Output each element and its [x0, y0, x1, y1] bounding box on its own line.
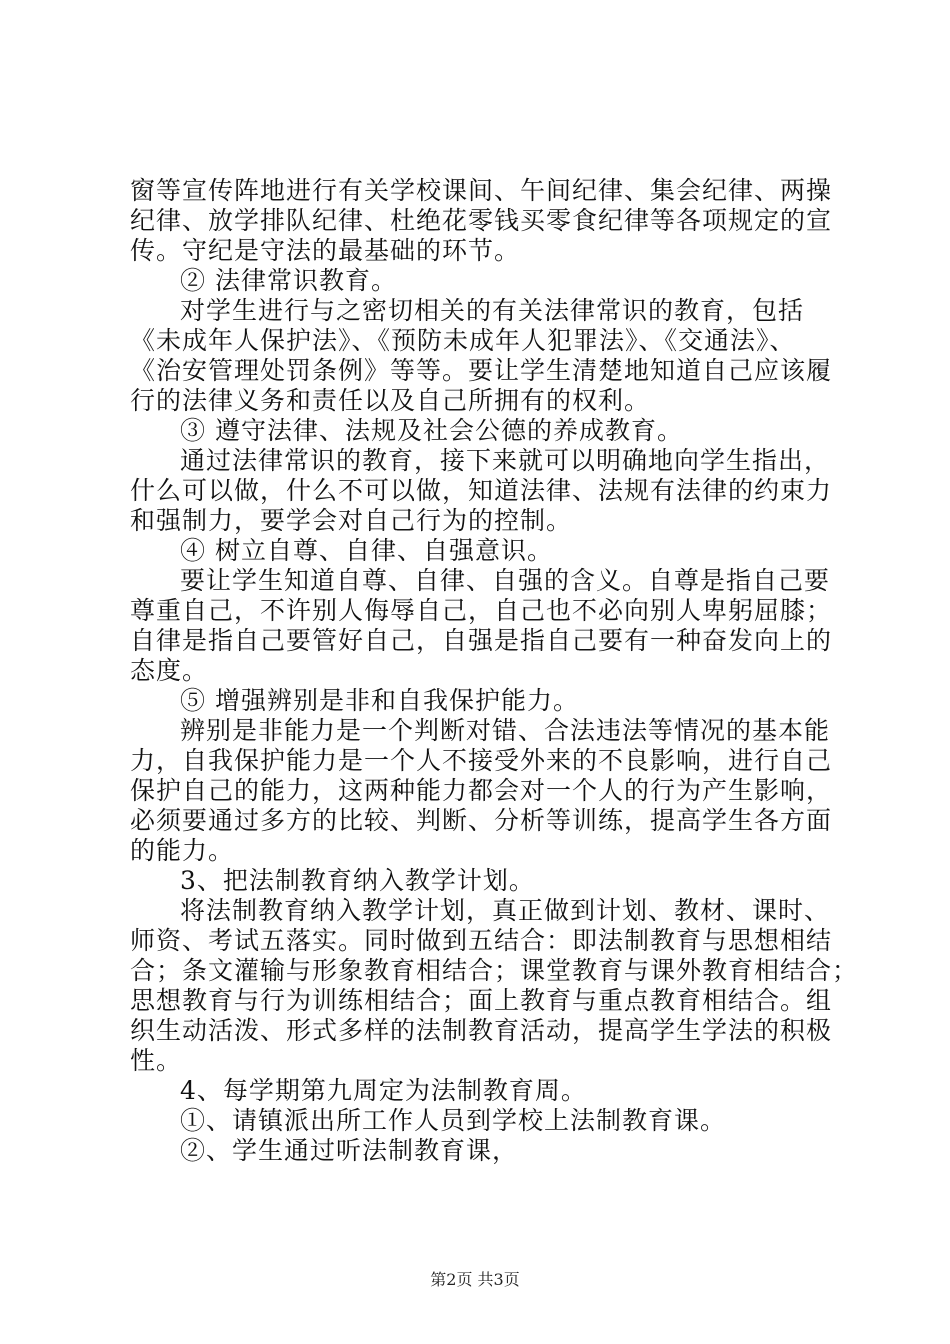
- text-line: ③ 遵守法律、法规及社会公德的养成教育。: [180, 416, 683, 445]
- text-line: 行的法律义务和责任以及自己所拥有的权利。: [130, 386, 651, 415]
- text-line: 对学生进行与之密切相关的有关法律常识的教育，包括: [180, 296, 805, 325]
- text-line: 自律是指自己要管好自己，自强是指自己要有一种奋发向上的: [130, 626, 833, 655]
- text-line: 辨别是非能力是一个判断对错、合法违法等情况的基本能: [180, 716, 831, 745]
- text-line: 性。: [130, 1046, 183, 1075]
- text-line: 尊重自己，不许别人侮辱自己，自己也不必向别人卑躬屈膝；: [130, 596, 833, 625]
- page-footer: 第2页 共3页: [430, 1270, 520, 1289]
- text-line: 的能力。: [130, 836, 235, 865]
- text-line: 织生动活泼、形式多样的法制教育活动，提高学生学法的积极: [130, 1016, 833, 1045]
- text-line: 什么可以做，什么不可以做，知道法律、法规有法律的约束力: [130, 476, 833, 505]
- text-line: 思想教育与行为训练相结合；面上教育与重点教育相结合。组: [130, 986, 833, 1015]
- text-line: 合；条文灌输与形象教育相结合；课堂教育与课外教育相结合；: [130, 956, 859, 985]
- text-line: ② 法律常识教育。: [180, 266, 397, 295]
- text-line: 态度。: [130, 656, 209, 685]
- text-line: 4、每学期第九周定为法制教育周。: [180, 1076, 587, 1105]
- text-line: 《未成年人保护法》、《预防未成年人犯罪法》、《交通法》、: [130, 326, 796, 355]
- text-line: ⑤ 增强辨别是非和自我保护能力。: [180, 686, 579, 715]
- text-line: 要让学生知道自尊、自律、自强的含义。自尊是指自己要: [180, 566, 831, 595]
- text-line: 传。守纪是守法的最基础的环节。: [130, 236, 521, 265]
- text-line: 必须要通过多方的比较、判断、分析等训练，提高学生各方面: [130, 806, 833, 835]
- text-line: 3、把法制教育纳入教学计划。: [180, 866, 535, 895]
- text-line: 和强制力，要学会对自己行为的控制。: [130, 506, 573, 535]
- text-line: 纪律、放学排队纪律、杜绝花零钱买零食纪律等各项规定的宣: [130, 206, 833, 235]
- text-line: 师资、考试五落实。同时做到五结合：即法制教育与思想相结: [130, 926, 833, 955]
- text-line: 《治安管理处罚条例》等等。要让学生清楚地知道自己应该履: [130, 356, 833, 385]
- text-line: 保护自己的能力，这两种能力都会对一个人的行为产生影响，: [130, 776, 833, 805]
- text-line: 窗等宣传阵地进行有关学校课间、午间纪律、集会纪律、两操: [130, 176, 833, 205]
- text-line: ①、请镇派出所工作人员到学校上法制教育课。: [180, 1106, 727, 1135]
- text-line: 力，自我保护能力是一个人不接受外来的不良影响，进行自己: [130, 746, 833, 775]
- text-line: 通过法律常识的教育，接下来就可以明确地向学生指出，: [180, 446, 831, 475]
- text-line: ②、学生通过听法制教育课，: [180, 1136, 519, 1165]
- text-line: 将法制教育纳入教学计划，真正做到计划、教材、课时、: [180, 896, 831, 925]
- text-line: ④ 树立自尊、自律、自强意识。: [180, 536, 553, 565]
- document-body: [130, 176, 859, 1166]
